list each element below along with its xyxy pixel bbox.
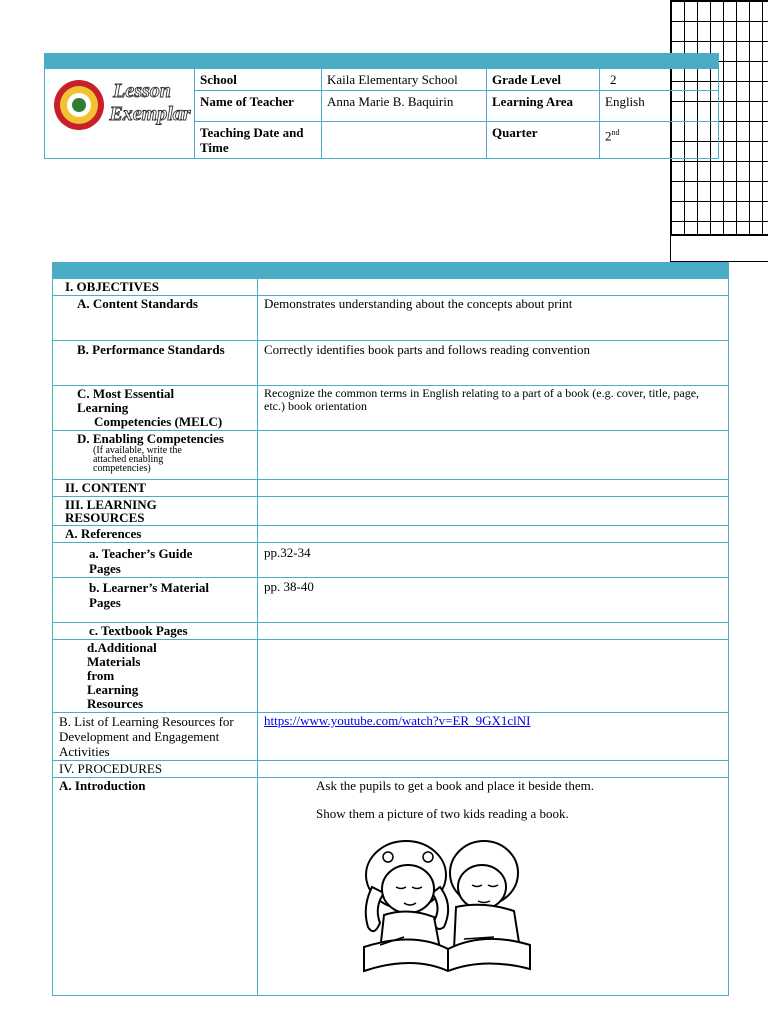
procedures-heading: IV. PROCEDURES bbox=[53, 761, 258, 778]
date-label: Teaching Date and Time bbox=[195, 122, 322, 159]
area-value: English bbox=[600, 91, 719, 122]
area-label: Learning Area bbox=[487, 91, 600, 122]
enabling-title: D. Enabling Competencies bbox=[77, 431, 224, 446]
additional-materials-label: d.Additional Materials from Learning Resources bbox=[53, 640, 258, 713]
teacher-value: Anna Marie B. Baquirin bbox=[322, 91, 487, 122]
youtube-link[interactable]: https://www.youtube.com/watch?v=ER_9GX1clNI bbox=[264, 713, 531, 728]
quarter-label: Quarter bbox=[487, 122, 600, 159]
list-resources-label: B. List of Learning Resources for Development and Engagement Activities bbox=[53, 713, 258, 761]
enabling-note: (If available, write the attached enabling competencies) bbox=[93, 445, 182, 474]
lesson-plan-table bbox=[52, 278, 729, 996]
quarter-suffix: nd bbox=[611, 128, 620, 137]
performance-standards-value: Correctly identifies book parts and follows reading convention bbox=[258, 341, 729, 386]
lesson-exemplar-logo bbox=[51, 73, 201, 139]
introduction-label: A. Introduction bbox=[53, 778, 258, 996]
textbook-pages-label: c. Textbook Pages bbox=[53, 623, 258, 640]
melc-label-line3: Competencies (MELC) bbox=[94, 414, 223, 429]
grade-label: Grade Level bbox=[487, 69, 600, 91]
melc-label-line1: C. Most Essential bbox=[77, 386, 175, 401]
teachers-guide-value: pp.32-34 bbox=[258, 543, 729, 578]
melc-label-line2: Learning bbox=[77, 400, 129, 415]
quarter-number: 2 bbox=[605, 128, 612, 144]
school-label: School bbox=[195, 69, 322, 91]
objectives-heading: I. OBJECTIVES bbox=[53, 279, 258, 296]
teacher-label: Name of Teacher bbox=[195, 91, 322, 122]
logo-line1: Lesson bbox=[113, 80, 171, 102]
main-bar bbox=[52, 262, 729, 278]
melc-value: Recognize the common terms in English relating to a part of a book (e.g. cover, title, page, etc.) book orientation bbox=[258, 386, 729, 431]
date-value bbox=[322, 122, 487, 159]
intro-line1: Ask the pupils to get a book and place it beside them. bbox=[316, 778, 594, 793]
header-bar bbox=[44, 53, 719, 68]
logo-cell bbox=[45, 69, 195, 159]
enabling-label bbox=[53, 431, 258, 480]
kids-reading-illustration bbox=[344, 827, 544, 975]
introduction-value bbox=[258, 778, 729, 996]
teachers-guide-label: a. Teacher’s Guide Pages bbox=[53, 543, 258, 578]
performance-standards-label: B. Performance Standards bbox=[53, 341, 258, 386]
school-value: Kaila Elementary School bbox=[322, 69, 487, 91]
content-standards-label: A. Content Standards bbox=[53, 296, 258, 341]
content-heading: II. CONTENT bbox=[53, 480, 258, 497]
logo-line2: Exemplar bbox=[109, 103, 191, 125]
grade-value: 2 bbox=[600, 69, 719, 91]
references-label: A. References bbox=[53, 526, 258, 543]
melc-label bbox=[53, 386, 258, 431]
quarter-value bbox=[600, 122, 719, 159]
learners-material-value: pp. 38-40 bbox=[258, 578, 729, 623]
header-table bbox=[44, 68, 719, 159]
content-standards-value: Demonstrates understanding about the concepts about print bbox=[258, 296, 729, 341]
learners-material-label: b. Learner’s Material Pages bbox=[53, 578, 258, 623]
learning-resources-heading: III. LEARNING RESOURCES bbox=[53, 497, 258, 526]
intro-line2: Show them a picture of two kids reading a book. bbox=[316, 806, 569, 821]
